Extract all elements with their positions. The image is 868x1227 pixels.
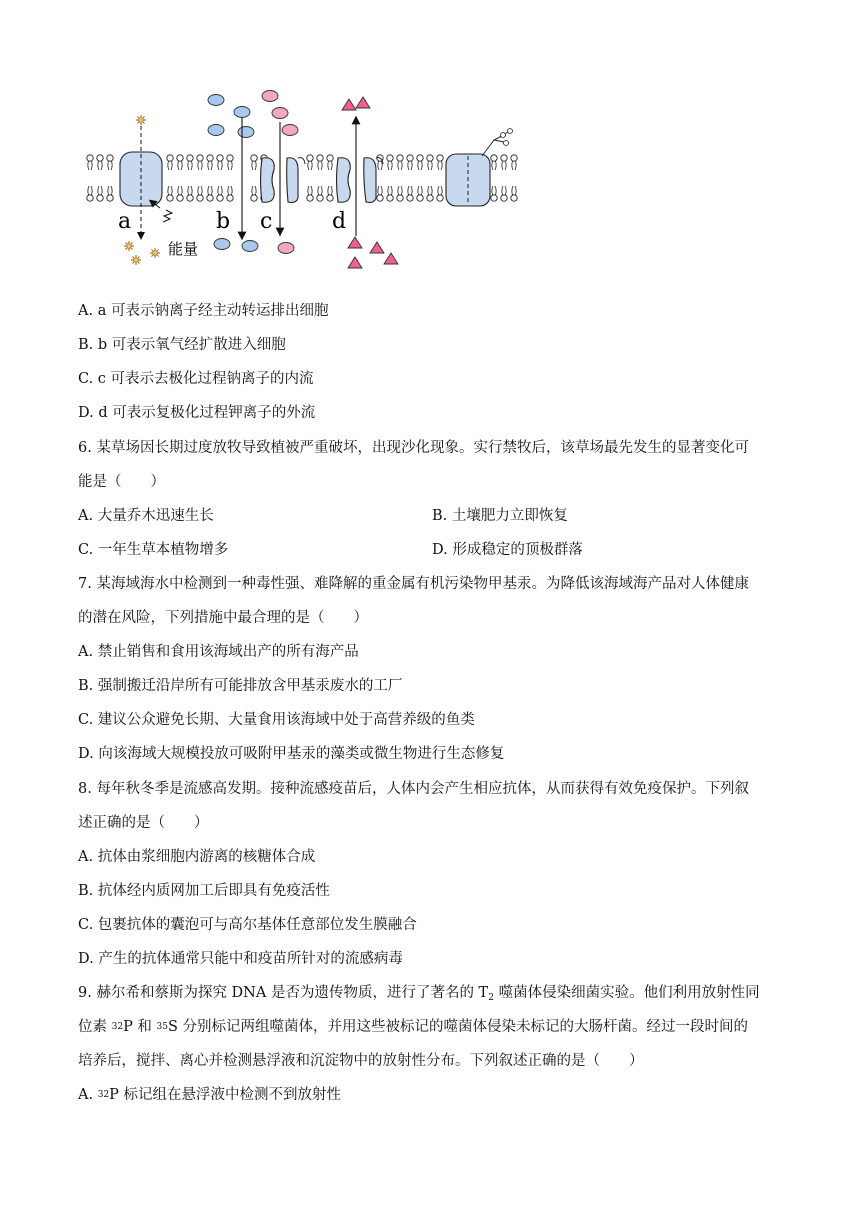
q6-option-b: B. 土壤肥力立即恢复 xyxy=(432,508,568,524)
label-d: d xyxy=(332,209,347,234)
channel-protein-c xyxy=(261,158,306,203)
q5-option-a: A. a 可表示钠离子经主动转运排出细胞 xyxy=(78,303,329,319)
q9-superscript-35: 35 xyxy=(156,1022,168,1032)
label-a: a xyxy=(118,209,132,234)
molecules-inside xyxy=(214,237,398,268)
label-b: b xyxy=(216,209,231,234)
q9-stem-line2-part2: P 和 xyxy=(123,1019,157,1035)
q8-stem-line2: 述正确的是（ ） xyxy=(78,815,209,831)
q5-option-b: B. b 可表示氧气经扩散进入细胞 xyxy=(78,337,286,353)
label-energy: 能量 xyxy=(168,240,199,258)
q9-subscript-2: 2 xyxy=(488,993,494,1003)
q9-stem-line2-part3: S 分别标记两组噬菌体，并用这些被标记的噬菌体侵染未标记的大肠杆菌。经过一段时间的 xyxy=(168,1019,749,1035)
q7-option-c: C. 建议公众避免长期、大量食用该海域中处于高营养级的鱼类 xyxy=(78,712,475,728)
q7-option-b: B. 强制搬迁沿岸所有可能排放含甲基汞废水的工厂 xyxy=(78,678,403,694)
q9-option-a-prefix: A. xyxy=(78,1087,98,1103)
q8-option-b: B. 抗体经内质网加工后即具有免疫活性 xyxy=(78,883,330,899)
q9-stem-line1-part1: 9. 赫尔希和蔡斯为探究 DNA 是否为遗传物质，进行了著名的 T xyxy=(78,985,489,1001)
q7-option-d: D. 向该海域大规模投放可吸附甲基汞的藻类或微生物进行生态修复 xyxy=(78,746,505,762)
q9-superscript-32: 32 xyxy=(111,1022,124,1032)
q8-option-a: A. 抗体由浆细胞内游离的核糖体合成 xyxy=(78,849,316,865)
q9-option-a-superscript: 32 xyxy=(97,1090,110,1100)
q6-stem-line2: 能是（ ） xyxy=(78,474,165,490)
q7-stem-line1: 7. 某海域海水中检测到一种毒性强、难降解的重金属有机污染物甲基汞。为降低该海域海产品对人体健康 xyxy=(78,576,749,592)
membrane-transport-figure xyxy=(84,86,524,276)
carrier-protein-a xyxy=(120,115,172,265)
q9-stem-line1-part2: 噬菌体侵染细菌实验。他们利用放射性同 xyxy=(493,985,760,1001)
label-c: c xyxy=(260,209,273,234)
q9-stem-line2-part1: 位素 xyxy=(78,1019,112,1035)
channel-protein-d xyxy=(337,158,384,203)
q8-option-d: D. 产生的抗体通常只能中和疫苗所针对的流感病毒 xyxy=(78,951,403,967)
q5-option-d: D. d 可表示复极化过程钾离子的外流 xyxy=(78,405,316,421)
q9-option-a-text: P 标记组在悬浮液中检测不到放射性 xyxy=(109,1087,342,1103)
q9-stem-line3: 培养后，搅拌、离心并检测悬浮液和沉淀物中的放射性分布。下列叙述正确的是（ ） xyxy=(78,1053,644,1069)
q9-option-a xyxy=(78,1085,341,1107)
molecules-outside xyxy=(208,91,370,138)
q6-option-c: C. 一年生草本植物增多 xyxy=(78,542,229,558)
q9-stem-line1 xyxy=(78,983,760,1005)
q7-stem-line2: 的潜在风险，下列措施中最合理的是（ ） xyxy=(78,610,368,626)
q6-stem-line1: 6. 某草场因长期过度放牧导致植被严重破坏，出现沙化现象。实行禁牧后，该草场最先发生的显著变化可 xyxy=(78,440,749,456)
q8-option-c: C. 包裹抗体的囊泡可与高尔基体任意部位发生膜融合 xyxy=(78,917,417,933)
q6-option-a: A. 大量乔木迅速生长 xyxy=(78,508,214,524)
q6-option-d: D. 形成稳定的顶极群落 xyxy=(432,542,583,558)
q5-option-c: C. c 可表示去极化过程钠离子的内流 xyxy=(78,371,314,387)
q8-stem-line1: 8. 每年秋冬季是流感高发期。接种流感疫苗后，人体内会产生相应抗体，从而获得有效免疫保护。下列叙 xyxy=(78,781,749,797)
q9-stem-line2 xyxy=(78,1017,748,1039)
q7-option-a: A. 禁止销售和食用该海域出产的所有海产品 xyxy=(78,644,359,660)
